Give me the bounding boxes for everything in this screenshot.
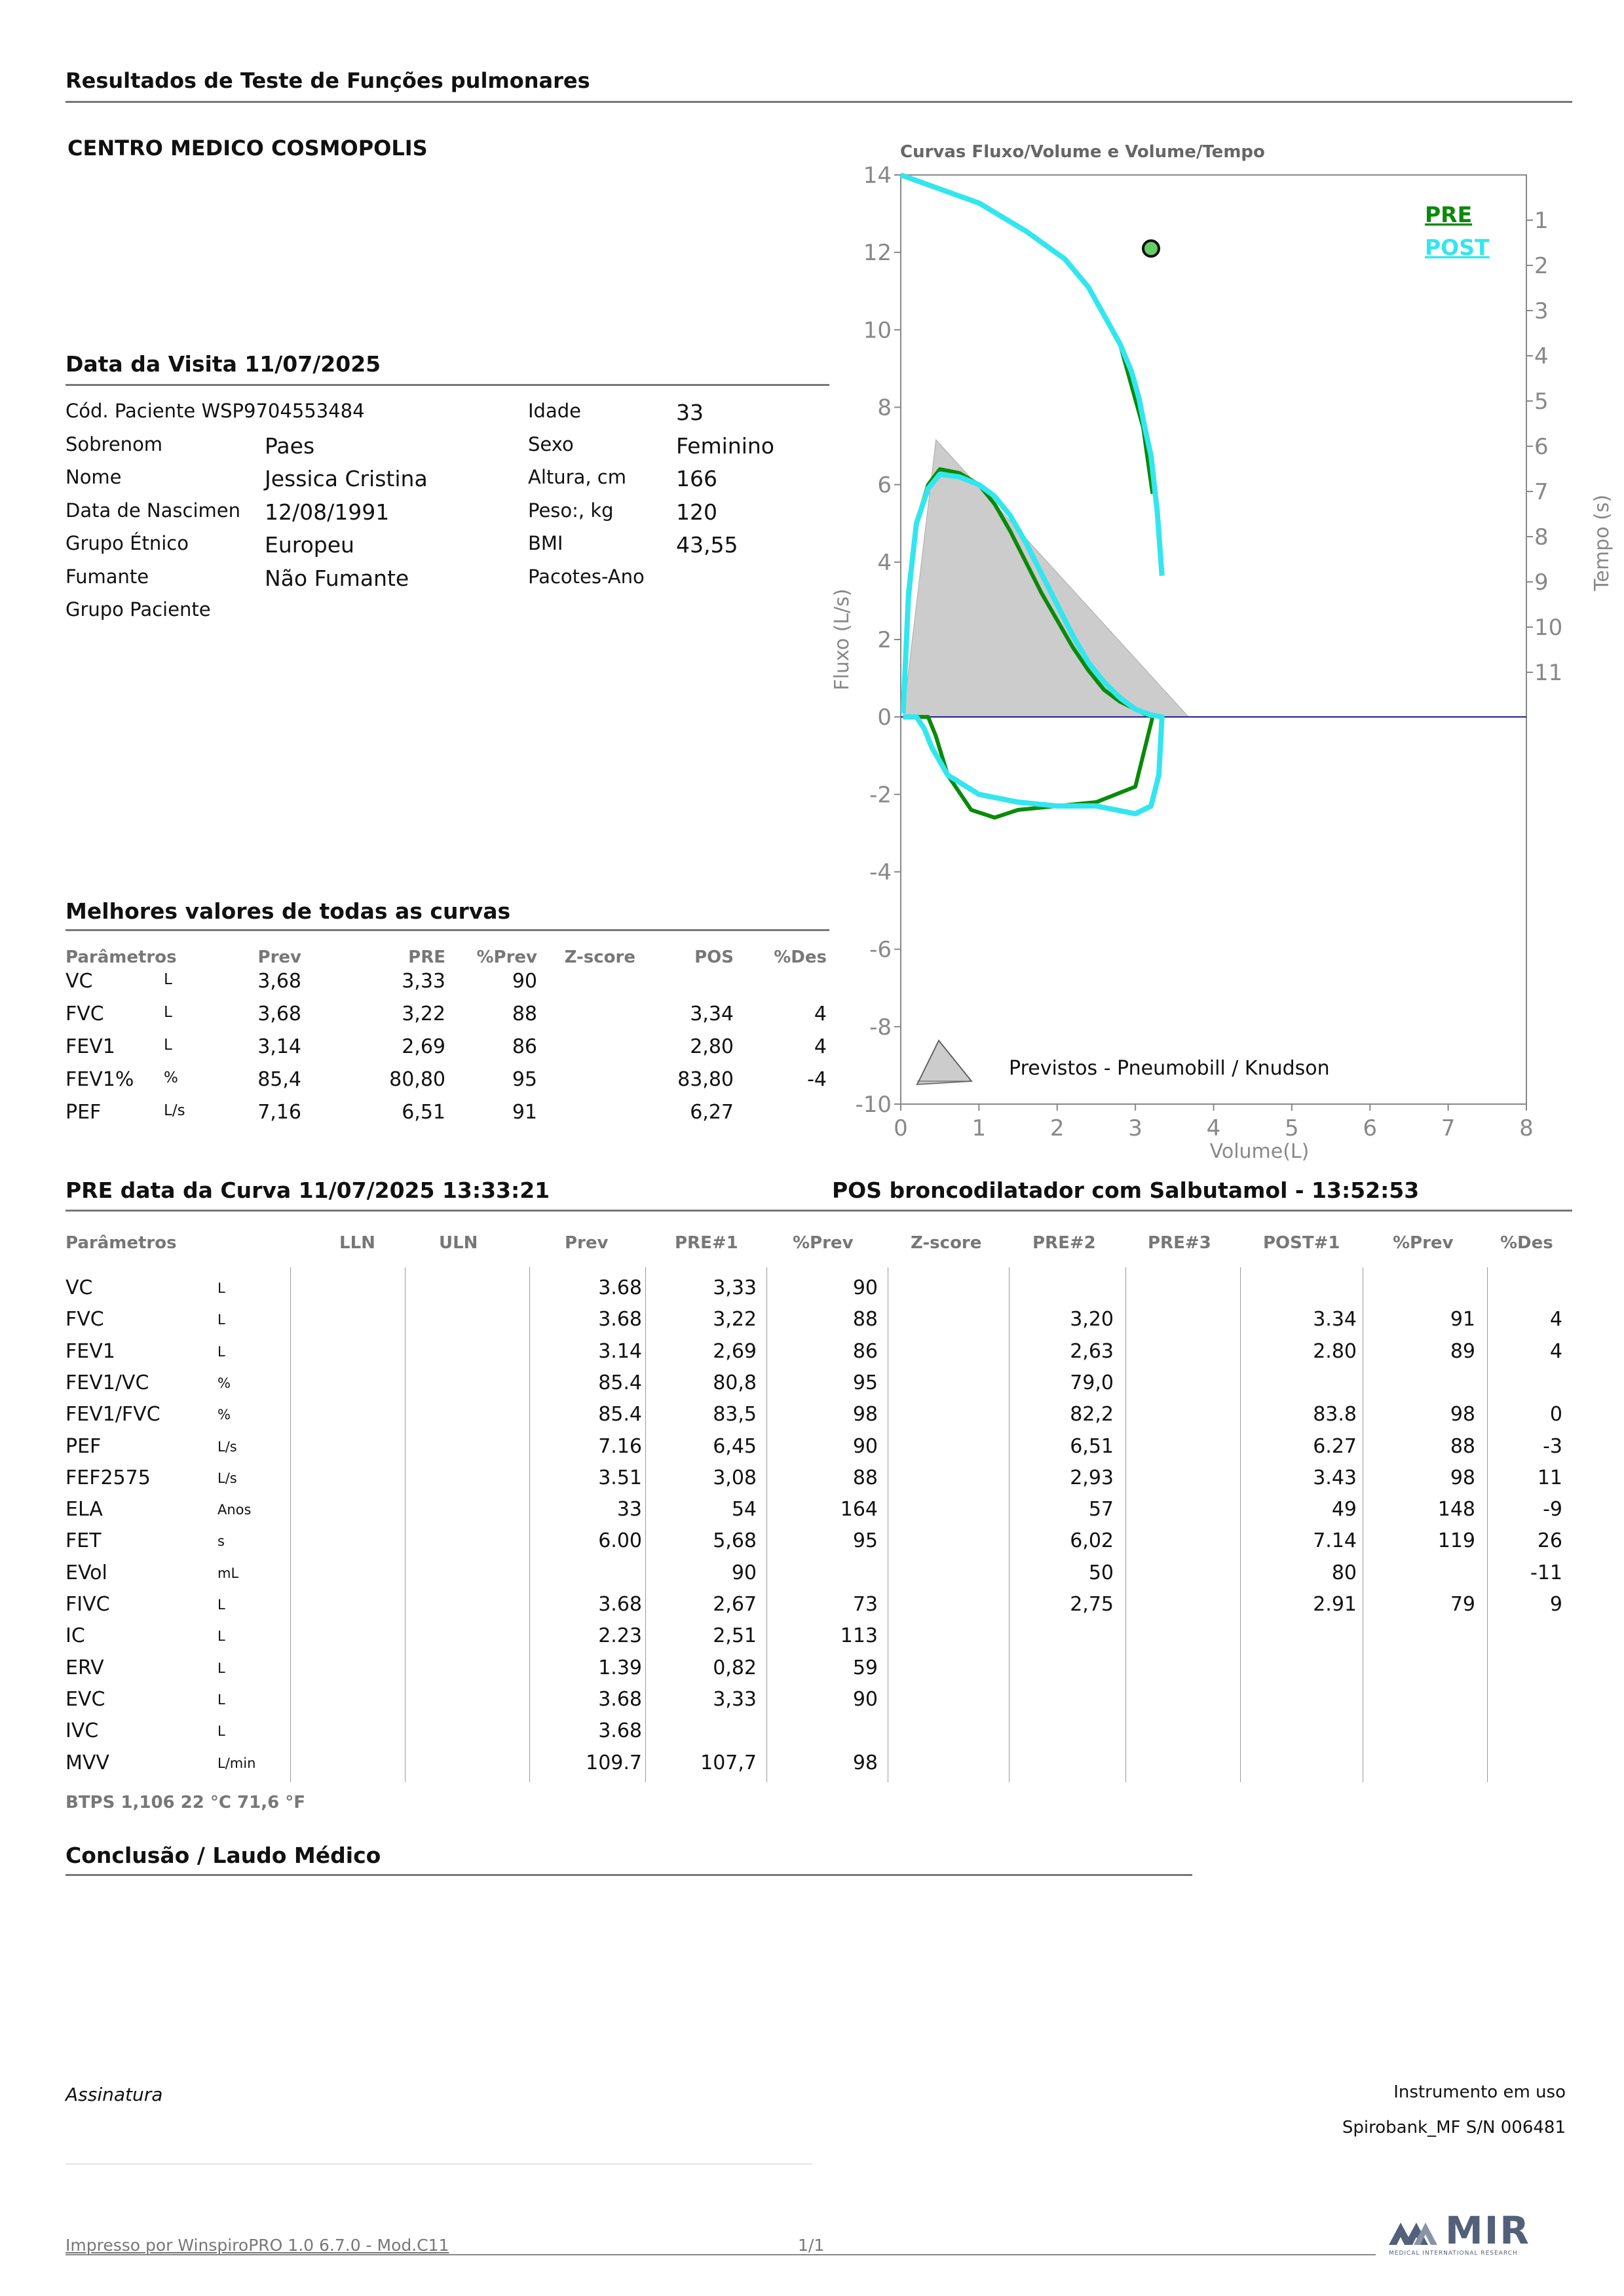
best-row-pre: 6,51 <box>402 1101 445 1124</box>
best-header-pos: POS <box>694 947 734 967</box>
tbl-header-param: Parâmetros <box>66 1233 177 1253</box>
curve-row-param: IVC <box>66 1719 99 1742</box>
curve-row-pre2: 3,20 <box>1070 1308 1114 1331</box>
best-row-pprev: 95 <box>512 1068 537 1091</box>
curve-row-pre2: 79,0 <box>1070 1371 1114 1394</box>
patient-group-label: Grupo Paciente <box>66 598 211 621</box>
curve-row-param: ERV <box>66 1656 104 1679</box>
curve-row-post1: 83.8 <box>1313 1403 1357 1426</box>
page-number: 1/1 <box>798 2236 825 2255</box>
curve-row-pre2: 57 <box>1088 1498 1114 1521</box>
curve-row-param: ELA <box>66 1498 103 1521</box>
curve-row-prev: 3.68 <box>598 1276 642 1299</box>
curve-row-pre2: 2,75 <box>1070 1593 1114 1616</box>
instrument-label: Instrumento em uso <box>1393 2082 1566 2102</box>
y2-axis-label: Tempo (s) <box>1591 494 1614 591</box>
curve-row-pre2: 82,2 <box>1070 1403 1114 1426</box>
ethnic-label: Grupo Étnico <box>66 532 189 554</box>
x-tick-label: 0 <box>894 1115 908 1141</box>
age-value: 33 <box>676 400 704 425</box>
visit-title: Data da Visita 11/07/2025 <box>66 351 381 377</box>
bmi-value: 43,55 <box>676 532 738 558</box>
y-tick-label: -6 <box>869 936 892 963</box>
surname-label: Sobrenom <box>66 433 163 455</box>
best-header-pre: PRE <box>408 947 445 967</box>
curve-row-param: FEV1/VC <box>66 1371 149 1394</box>
y-tick-label: -8 <box>869 1014 892 1041</box>
curve-row-pprev: 95 <box>852 1529 878 1552</box>
y-tick-label: -2 <box>869 782 892 809</box>
report-title: Resultados de Teste de Funções pulmonares <box>66 68 590 93</box>
curve-row-prev: 6.00 <box>598 1529 642 1552</box>
curve-row-pre1: 80,8 <box>713 1371 757 1394</box>
y2-tick-label: 2 <box>1534 253 1549 280</box>
curve-row-unit: L/min <box>217 1755 256 1771</box>
best-row-param: FEV1 <box>66 1035 115 1058</box>
curve-row-pprev: 98 <box>852 1403 878 1426</box>
curve-row-pprev: 86 <box>852 1340 878 1363</box>
best-values-title: Melhores valores de todas as curvas <box>66 898 511 924</box>
curve-row-post1: 3.34 <box>1313 1308 1357 1331</box>
footer-divider <box>66 2254 1376 2255</box>
curve-divider <box>66 1210 1572 1212</box>
curve-row-prev: 2.23 <box>598 1624 642 1647</box>
birthdate-value: 12/08/1991 <box>265 499 390 525</box>
curve-row-pprev: 164 <box>840 1498 878 1521</box>
best-row-unit: L <box>164 1037 172 1054</box>
x-tick-label: 3 <box>1128 1115 1142 1141</box>
curve-row-pre1: 3,33 <box>713 1688 757 1711</box>
curve-row-pprev: 95 <box>852 1371 878 1394</box>
tbl-header-pre1: PRE#1 <box>675 1233 738 1253</box>
curve-row-pprev: 90 <box>852 1276 878 1299</box>
curve-row-prev: 3.14 <box>598 1340 642 1363</box>
bmi-label: BMI <box>528 532 563 554</box>
curve-row-unit: % <box>217 1375 231 1391</box>
curve-row-pre1: 0,82 <box>713 1656 757 1679</box>
curve-row-des: -11 <box>1530 1561 1562 1584</box>
legend-post-label: POST <box>1425 235 1490 260</box>
curve-row-prev: 85.4 <box>598 1403 642 1426</box>
curve-row-pre2: 6,02 <box>1070 1529 1114 1552</box>
y2-tick-label: 4 <box>1534 343 1549 370</box>
curve-row-pre2: 50 <box>1088 1561 1114 1584</box>
curve-row-post1: 3.43 <box>1313 1466 1357 1489</box>
curve-row-pre2: 6,51 <box>1070 1435 1114 1458</box>
curve-row-prev: 33 <box>616 1498 642 1521</box>
curve-row-pre1: 83,5 <box>713 1403 757 1426</box>
curve-row-unit: L <box>217 1280 225 1296</box>
weight-label: Peso:, kg <box>528 499 614 522</box>
curve-row-post1: 2.80 <box>1313 1340 1357 1363</box>
visit-divider <box>66 384 829 386</box>
curve-row-prev: 109.7 <box>586 1751 642 1774</box>
curve-row-param: FEV1 <box>66 1340 115 1363</box>
curve-row-param: MVV <box>66 1751 109 1774</box>
best-header-prev: Prev <box>257 947 301 967</box>
curve-row-pprev2: 98 <box>1450 1466 1475 1489</box>
y2-tick-label: 11 <box>1534 660 1563 687</box>
x-tick-label: 4 <box>1206 1115 1221 1141</box>
curve-row-prev: 3.51 <box>598 1466 642 1489</box>
x-tick-label: 1 <box>972 1115 987 1141</box>
curve-row-prev: 3.68 <box>598 1719 642 1742</box>
best-header-des: %Des <box>774 947 827 967</box>
best-row-unit: L/s <box>164 1102 185 1119</box>
curve-row-prev: 3.68 <box>598 1688 642 1711</box>
curve-row-pprev: 90 <box>852 1688 878 1711</box>
ethnic-value: Europeu <box>265 532 354 558</box>
curve-row-pprev: 98 <box>852 1751 878 1774</box>
curve-row-unit: L <box>217 1628 225 1644</box>
best-row-pprev: 86 <box>512 1035 537 1058</box>
curve-row-param: FEV1/FVC <box>66 1403 161 1426</box>
y-tick-label: 12 <box>863 240 892 267</box>
curve-row-post1: 2.91 <box>1313 1593 1357 1616</box>
age-label: Idade <box>528 400 581 422</box>
curve-row-unit: L <box>217 1312 225 1328</box>
pre-curve-title: PRE data da Curva 11/07/2025 13:33:21 <box>66 1177 550 1203</box>
curve-row-unit: L <box>217 1723 225 1739</box>
best-row-pos: 2,80 <box>690 1035 734 1058</box>
best-row-param: FVC <box>66 1003 104 1025</box>
curve-row-param: PEF <box>66 1435 102 1458</box>
y-tick-label: 4 <box>877 549 892 576</box>
curve-row-pre1: 2,69 <box>713 1340 757 1363</box>
mir-logo <box>1388 2208 1571 2261</box>
tbl-header-uln: ULN <box>439 1233 478 1253</box>
weight-value: 120 <box>676 499 717 525</box>
mir-logo-subtitle: MEDICAL INTERNATIONAL RESEARCH <box>1389 2250 1518 2257</box>
best-row-prev: 3,68 <box>257 1003 301 1025</box>
curve-row-post1: 49 <box>1331 1498 1357 1521</box>
header-divider <box>66 101 1572 103</box>
curve-row-pprev2: 148 <box>1437 1498 1475 1521</box>
best-row-prev: 7,16 <box>257 1101 301 1124</box>
best-row-pprev: 91 <box>512 1101 537 1124</box>
curve-row-unit: L <box>217 1344 225 1360</box>
best-row-pre: 3,22 <box>402 1003 445 1025</box>
tbl-header-des: %Des <box>1500 1233 1553 1253</box>
curve-row-param: IC <box>66 1624 85 1647</box>
tbl-header-post1: POST#1 <box>1263 1233 1340 1253</box>
curve-row-prev: 1.39 <box>598 1656 642 1679</box>
sex-value: Feminino <box>676 433 774 459</box>
best-row-pre: 2,69 <box>402 1035 445 1058</box>
y2-tick-label: 6 <box>1534 434 1549 461</box>
curve-row-prev: 3.68 <box>598 1308 642 1331</box>
curve-row-pprev: 59 <box>852 1656 878 1679</box>
conclusion-divider <box>66 1874 1192 1876</box>
best-row-param: FEV1% <box>66 1068 134 1091</box>
curve-row-pprev: 90 <box>852 1435 878 1458</box>
name-label: Nome <box>66 466 122 488</box>
y2-tick-label: 9 <box>1534 569 1549 596</box>
best-row-pprev: 90 <box>512 970 537 993</box>
best-row-pos: 83,80 <box>677 1068 734 1091</box>
predicted-legend-label: Previstos - Pneumobill / Knudson <box>1009 1057 1330 1080</box>
best-row-pre: 3,33 <box>402 970 445 993</box>
pos-curve-title: POS broncodilatador com Salbutamol - 13:52:53 <box>832 1177 1420 1203</box>
curve-row-param: EVol <box>66 1561 107 1584</box>
mir-logo-text: MIR <box>1445 2208 1530 2253</box>
curve-row-des: 0 <box>1549 1403 1562 1426</box>
tbl-header-pre3: PRE#3 <box>1148 1233 1211 1253</box>
pre-end-marker <box>1143 240 1159 256</box>
signature-label: Assinatura <box>66 2084 163 2105</box>
curve-row-pre1: 90 <box>731 1561 757 1584</box>
y-tick-label: 8 <box>877 394 892 421</box>
chart-title: Curvas Fluxo/Volume e Volume/Tempo <box>900 142 1265 162</box>
curve-row-param: VC <box>66 1276 93 1299</box>
x-tick-label: 2 <box>1049 1115 1065 1141</box>
best-header-param: Parâmetros <box>66 947 177 967</box>
tbl-header-lln: LLN <box>339 1233 375 1253</box>
curve-row-pprev: 88 <box>852 1466 878 1489</box>
best-row-prev: 3,68 <box>257 970 301 993</box>
curve-row-unit: Anos <box>217 1502 252 1518</box>
curve-row-pre1: 3,22 <box>713 1308 757 1331</box>
y2-tick-label: 8 <box>1534 524 1549 551</box>
smoker-label: Fumante <box>66 565 149 588</box>
y2-tick-label: 1 <box>1534 208 1549 235</box>
x-tick-label: 5 <box>1285 1115 1299 1141</box>
curve-row-post1: 6.27 <box>1313 1435 1357 1458</box>
smoker-value: Não Fumante <box>265 565 409 591</box>
x-tick-label: 7 <box>1441 1115 1456 1141</box>
birthdate-label: Data de Nascimen <box>66 499 240 522</box>
y2-tick-label: 3 <box>1534 298 1549 325</box>
curve-row-prev: 7.16 <box>598 1435 642 1458</box>
printed-by: Impresso por WinspiroPRO 1.0 6.7.0 - Mod.C11 <box>66 2236 449 2255</box>
best-row-des: -4 <box>807 1068 827 1091</box>
height-value: 166 <box>676 466 717 491</box>
tbl-header-pprev2: %Prev <box>1393 1233 1454 1253</box>
curve-row-pre1: 6,45 <box>713 1435 757 1458</box>
tbl-header-pprev: %Prev <box>793 1233 854 1253</box>
y-tick-label: 10 <box>863 317 892 344</box>
y2-tick-label: 10 <box>1534 615 1563 641</box>
best-header-pprev: %Prev <box>476 947 537 967</box>
curve-row-pre1: 54 <box>731 1498 757 1521</box>
best-row-pre: 80,80 <box>389 1068 445 1091</box>
best-divider <box>66 929 829 931</box>
instrument-model: Spirobank_MF S/N 006481 <box>1342 2118 1566 2137</box>
curve-row-pprev: 73 <box>852 1593 878 1616</box>
y-tick-label: 0 <box>877 704 892 731</box>
curve-row-pprev2: 89 <box>1450 1340 1475 1363</box>
curve-row-pprev2: 79 <box>1450 1593 1475 1616</box>
curve-row-param: FEF2575 <box>66 1466 151 1489</box>
best-row-unit: % <box>164 1069 178 1086</box>
best-row-pprev: 88 <box>512 1003 537 1025</box>
x-axis-label: Volume(L) <box>1209 1140 1310 1163</box>
curve-row-unit: mL <box>217 1565 239 1581</box>
curve-row-param: FET <box>66 1529 102 1552</box>
best-row-pos: 3,34 <box>690 1003 734 1025</box>
curve-row-pprev: 113 <box>840 1624 878 1647</box>
curve-row-pre1: 3,33 <box>713 1276 757 1299</box>
curve-row-des: 26 <box>1537 1529 1562 1552</box>
curve-row-unit: L <box>217 1597 225 1613</box>
curve-row-param: FVC <box>66 1308 104 1331</box>
curve-row-pprev2: 119 <box>1437 1529 1475 1552</box>
curve-row-prev: 3.68 <box>598 1593 642 1616</box>
y-tick-label: 6 <box>877 472 892 499</box>
pack-years-label: Pacotes-Ano <box>528 565 645 588</box>
curve-row-pre1: 107,7 <box>700 1751 757 1774</box>
y2-tick-label: 7 <box>1534 479 1549 506</box>
curve-row-des: 9 <box>1549 1593 1562 1616</box>
curve-row-prev: 85.4 <box>598 1371 642 1394</box>
tbl-header-zscore: Z-score <box>911 1233 982 1253</box>
tbl-header-prev: Prev <box>565 1233 609 1253</box>
tbl-header-pre2: PRE#2 <box>1032 1233 1096 1253</box>
surname-value: Paes <box>265 433 315 459</box>
sex-label: Sexo <box>528 433 574 455</box>
curve-row-pre2: 2,93 <box>1070 1466 1114 1489</box>
y-tick-label: -4 <box>869 859 892 886</box>
best-header-zscore: Z-score <box>564 947 635 967</box>
curve-row-unit: L <box>217 1692 225 1708</box>
x-tick-label: 6 <box>1363 1115 1378 1141</box>
best-row-des: 4 <box>814 1003 827 1025</box>
curve-row-post1: 7.14 <box>1313 1529 1357 1552</box>
height-label: Altura, cm <box>528 466 626 488</box>
flow-volume-chart <box>819 131 1614 1166</box>
patient-id-label: Cód. Paciente WSP9704553484 <box>66 400 365 422</box>
y-tick-label: -10 <box>855 1092 892 1118</box>
curve-row-des: -9 <box>1543 1498 1562 1521</box>
curve-row-pre2: 2,63 <box>1070 1340 1114 1363</box>
best-row-pos: 6,27 <box>690 1101 734 1124</box>
curve-row-pprev2: 91 <box>1450 1308 1475 1331</box>
best-row-prev: 85,4 <box>257 1068 301 1091</box>
curve-row-des: 11 <box>1537 1466 1562 1489</box>
curve-row-unit: L <box>217 1660 225 1676</box>
curve-row-param: FIVC <box>66 1593 110 1616</box>
x-tick-label: 8 <box>1519 1115 1534 1141</box>
conclusion-title: Conclusão / Laudo Médico <box>66 1843 381 1868</box>
best-row-prev: 3,14 <box>257 1035 301 1058</box>
y-tick-label: 2 <box>877 627 892 653</box>
curve-row-unit: % <box>217 1407 231 1423</box>
y-tick-label: 14 <box>863 163 892 189</box>
curve-row-pre1: 2,67 <box>713 1593 757 1616</box>
y-axis-label: Fluxo (L/s) <box>831 588 854 691</box>
curve-row-pre1: 3,08 <box>713 1466 757 1489</box>
best-row-param: PEF <box>66 1101 102 1124</box>
curve-row-des: -3 <box>1543 1435 1562 1458</box>
best-row-unit: L <box>164 1004 172 1021</box>
curve-row-pprev2: 88 <box>1450 1435 1475 1458</box>
curve-row-pre1: 2,51 <box>713 1624 757 1647</box>
name-value: Jessica Cristina <box>265 466 428 491</box>
curve-row-pre1: 5,68 <box>713 1529 757 1552</box>
curve-row-unit: L/s <box>217 1470 237 1486</box>
curve-row-param: EVC <box>66 1688 105 1711</box>
best-row-param: VC <box>66 970 93 993</box>
legend-pre-label: PRE <box>1425 202 1473 227</box>
btps-info: BTPS 1,106 22 °C 71,6 °F <box>66 1793 306 1812</box>
best-row-unit: L <box>164 971 172 988</box>
clinic-name: CENTRO MEDICO COSMOPOLIS <box>67 136 428 161</box>
curve-row-unit: s <box>217 1533 225 1549</box>
curve-row-pprev2: 98 <box>1450 1403 1475 1426</box>
curve-row-des: 4 <box>1549 1308 1562 1331</box>
curve-row-post1: 80 <box>1331 1561 1357 1584</box>
curve-row-pprev: 88 <box>852 1308 878 1331</box>
best-row-des: 4 <box>814 1035 827 1058</box>
curve-row-unit: L/s <box>217 1439 237 1455</box>
curve-row-des: 4 <box>1549 1340 1562 1363</box>
y2-tick-label: 5 <box>1534 389 1549 415</box>
